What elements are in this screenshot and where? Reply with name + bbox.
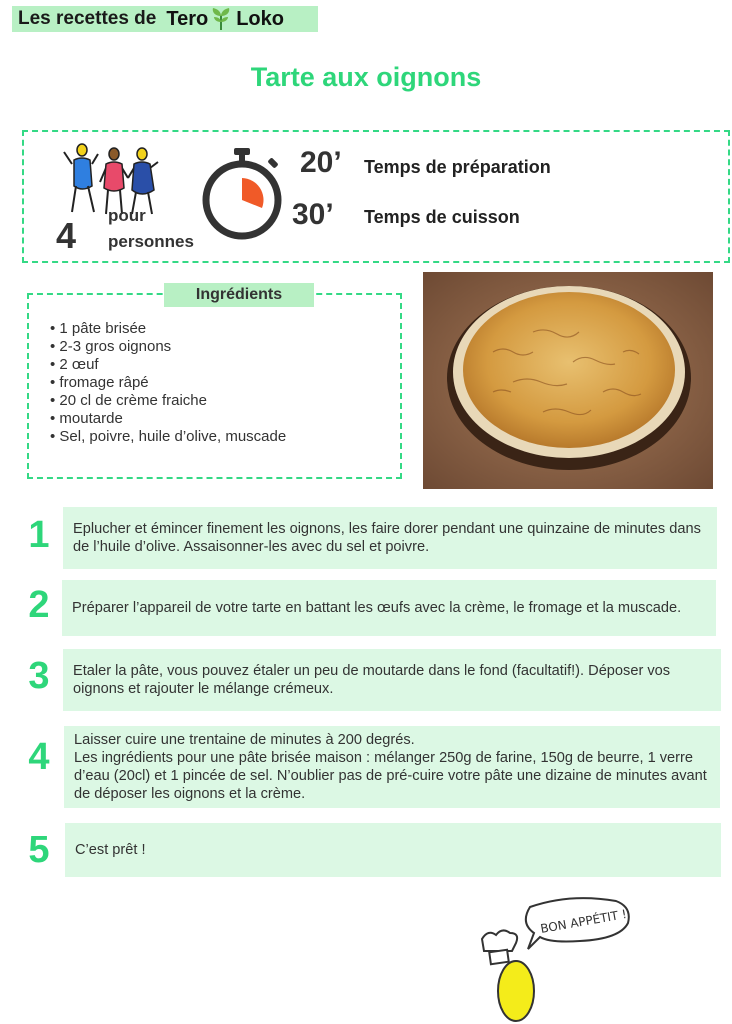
ingredient-item: • moutarde bbox=[50, 410, 123, 427]
brand-name-part2: Loko bbox=[236, 7, 284, 30]
step-number-4: 4 bbox=[28, 736, 50, 778]
ingredient-item: • 1 pâte brisée bbox=[50, 320, 147, 337]
step-number-5: 5 bbox=[28, 829, 50, 871]
step-number-1: 1 bbox=[28, 514, 50, 556]
ingredients-title: Ingrédients bbox=[164, 283, 314, 307]
step-text: Eplucher et émincer finement les oignons, les faire dorer pendant une quinzaine de minutes dans de l’huile d’olive. Assaisonner-les avec du sel et poivre. bbox=[73, 521, 701, 555]
people-count: 4 bbox=[56, 215, 77, 256]
chef-mascot-icon bbox=[470, 893, 640, 1023]
ingredient-item: • fromage râpé bbox=[50, 374, 149, 391]
tart-photo bbox=[423, 272, 713, 489]
step-text: Etaler la pâte, vous pouvez étaler un peu de moutarde dans le fond (facultatif!). Déposer vos oignons et rajouter le mélange crémeux. bbox=[73, 663, 671, 697]
people-word-pour: pour bbox=[108, 206, 146, 225]
ingredient-item: • 2-3 gros oignons bbox=[50, 338, 172, 355]
step-box-3 bbox=[63, 649, 721, 711]
info-box bbox=[22, 130, 730, 263]
ingredients-list bbox=[50, 320, 286, 446]
brand-prefix: Les recettes de bbox=[18, 8, 157, 29]
leaf-logo-icon bbox=[210, 7, 232, 31]
cook-time-label: Temps de cuisson bbox=[364, 207, 520, 227]
prep-time-value: 20’ bbox=[300, 146, 342, 179]
speech-bubble-text: BON APPÉTIT ! bbox=[539, 907, 628, 936]
cook-time-value: 30’ bbox=[292, 198, 334, 231]
step-box-5 bbox=[65, 823, 721, 877]
prep-time-label: Temps de préparation bbox=[364, 157, 551, 177]
step-text: C’est prêt ! bbox=[75, 842, 146, 858]
stopwatch-icon bbox=[196, 146, 288, 240]
step-text: Les ingrédients pour une pâte brisée maison : mélanger 250g de farine, 150g de beurre, 1 verre d’eau (20cl) et 1 pincée de sel. N’oublier pas de pré-cuire votre pâte une dizaine de minutes avant de déposer les oignons et la crème. bbox=[74, 750, 707, 802]
ingredient-item: • 20 cl de crème fraiche bbox=[50, 392, 207, 409]
brand-banner bbox=[12, 6, 318, 32]
step-box-4 bbox=[64, 726, 720, 808]
step-text: Préparer l’appareil de votre tarte en battant les œufs avec la crème, le fromage et la muscade. bbox=[72, 600, 682, 616]
recipe-title: Tarte aux oignons bbox=[250, 62, 482, 92]
step-number-2: 2 bbox=[28, 584, 50, 626]
ingredient-item: • 2 œuf bbox=[50, 356, 99, 373]
step-text: Laisser cuire une trentaine de minutes à 200 degrés. bbox=[74, 732, 415, 748]
brand-name-part1: Tero bbox=[166, 7, 209, 30]
ingredient-item: • Sel, poivre, huile d’olive, muscade bbox=[50, 428, 287, 445]
step-box-1 bbox=[63, 507, 717, 569]
people-word-personnes: personnes bbox=[108, 232, 194, 251]
step-number-3: 3 bbox=[28, 655, 50, 697]
step-box-2 bbox=[62, 580, 716, 636]
